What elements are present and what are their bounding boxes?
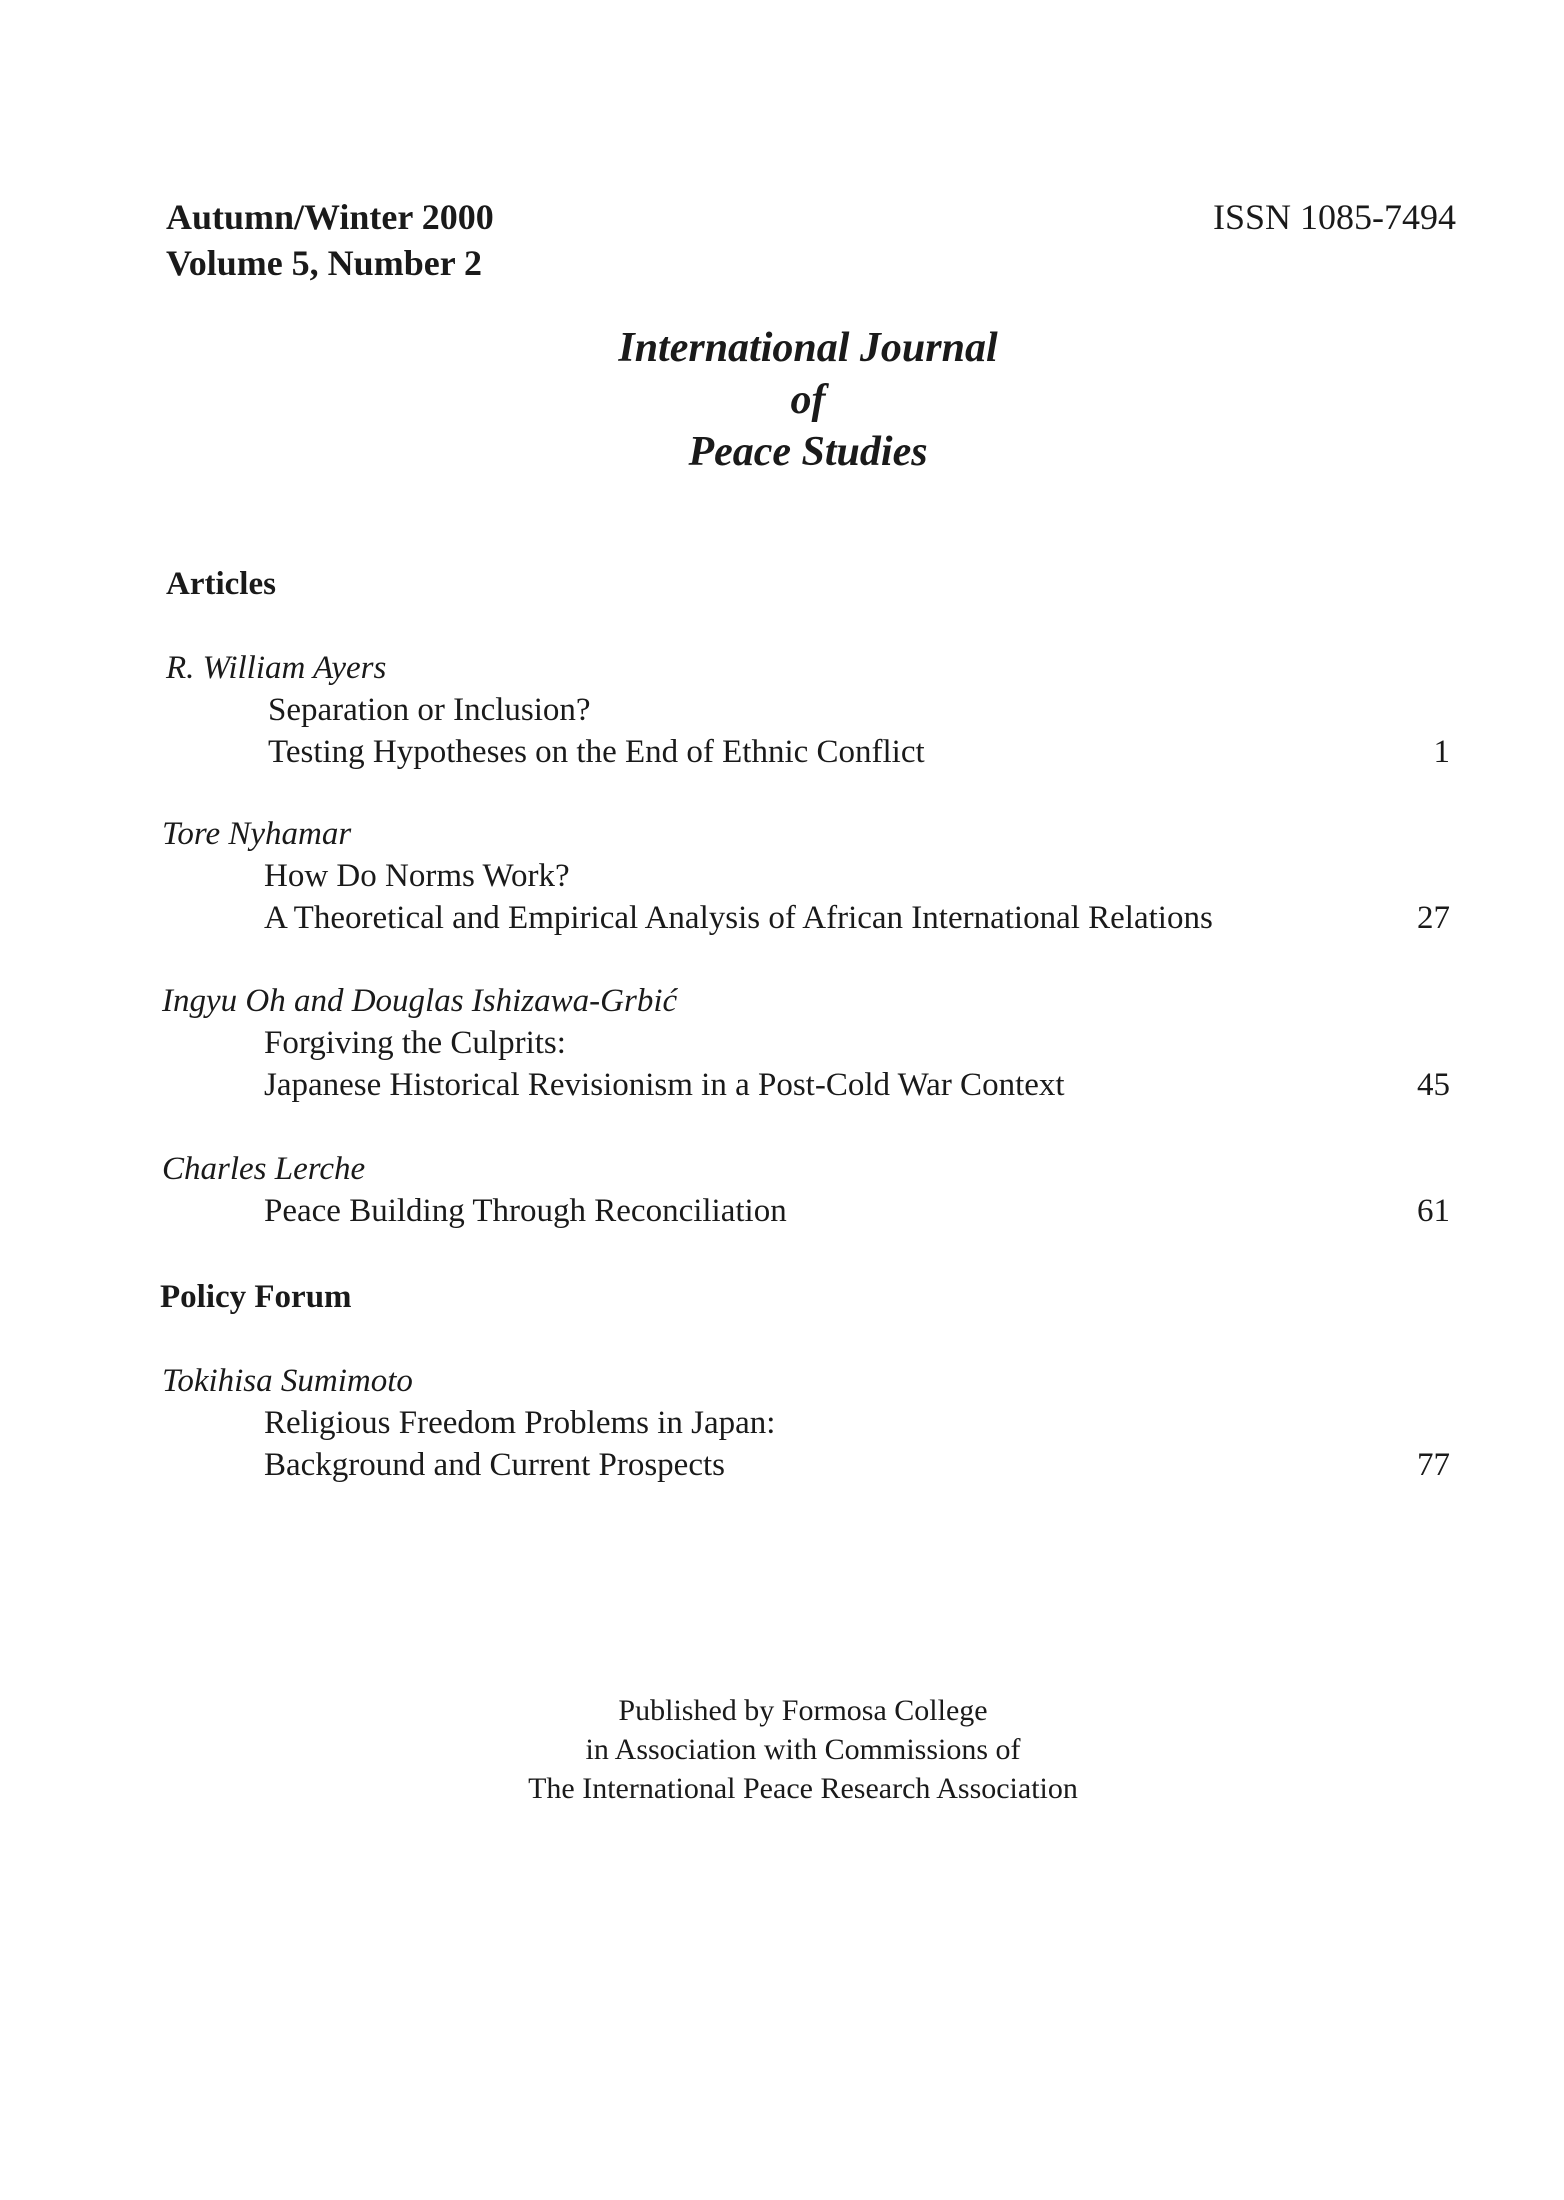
entry-title-line: How Do Norms Work? [264,858,570,894]
issue-date: Autumn/Winter 2000 [166,197,494,237]
section-heading-articles: Articles [166,566,276,602]
publisher-note [0,1691,1564,1808]
toc-entry [162,1148,1450,1232]
entry-author: Tore Nyhamar [162,816,352,852]
toc-entry [166,647,1450,773]
journal-title-line-2: of [790,377,826,423]
entry-author: Charles Lerche [162,1151,366,1187]
entry-author: R. William Ayers [166,650,387,686]
section-heading-policy-forum: Policy Forum [160,1279,352,1315]
entry-author: Ingyu Oh and Douglas Ishizawa-Grbić [162,983,678,1019]
issue-info [166,194,494,286]
entry-title-line: Japanese Historical Revisionism in a Post-Cold War Context [264,1067,1065,1103]
entry-title-line: Testing Hypotheses on the End of Ethnic Conflict [268,734,925,770]
issn: ISSN 1085-7494 [1212,197,1456,237]
journal-title-line-1: International Journal [618,325,998,371]
publisher-line-3: The International Peace Research Association [528,1772,1078,1805]
toc-entry [162,980,1450,1106]
volume-number: Volume 5, Number 2 [166,243,483,283]
entry-title-line: Religious Freedom Problems in Japan: [264,1405,776,1441]
entry-title-line: Background and Current Prospects [264,1447,725,1483]
entry-page-number: 61 [1417,1193,1450,1229]
toc-entry [162,813,1450,939]
entry-page-number: 77 [1417,1447,1450,1483]
entry-title-line: Peace Building Through Reconciliation [264,1193,787,1229]
publisher-line-1: Published by Formosa College [618,1694,988,1727]
entry-title-line: A Theoretical and Empirical Analysis of African International Relations [264,900,1213,936]
toc-entry [162,1360,1450,1486]
journal-title [0,322,1564,478]
entry-title-line: Separation or Inclusion? [268,692,591,728]
journal-title-line-3: Peace Studies [688,429,928,475]
entry-page-number: 27 [1417,900,1450,936]
entry-page-number: 1 [1433,734,1450,770]
publisher-line-2: in Association with Commissions of [585,1733,1021,1766]
entry-title-line: Forgiving the Culprits: [264,1025,566,1061]
entry-page-number: 45 [1417,1067,1450,1103]
entry-author: Tokihisa Sumimoto [162,1363,413,1399]
